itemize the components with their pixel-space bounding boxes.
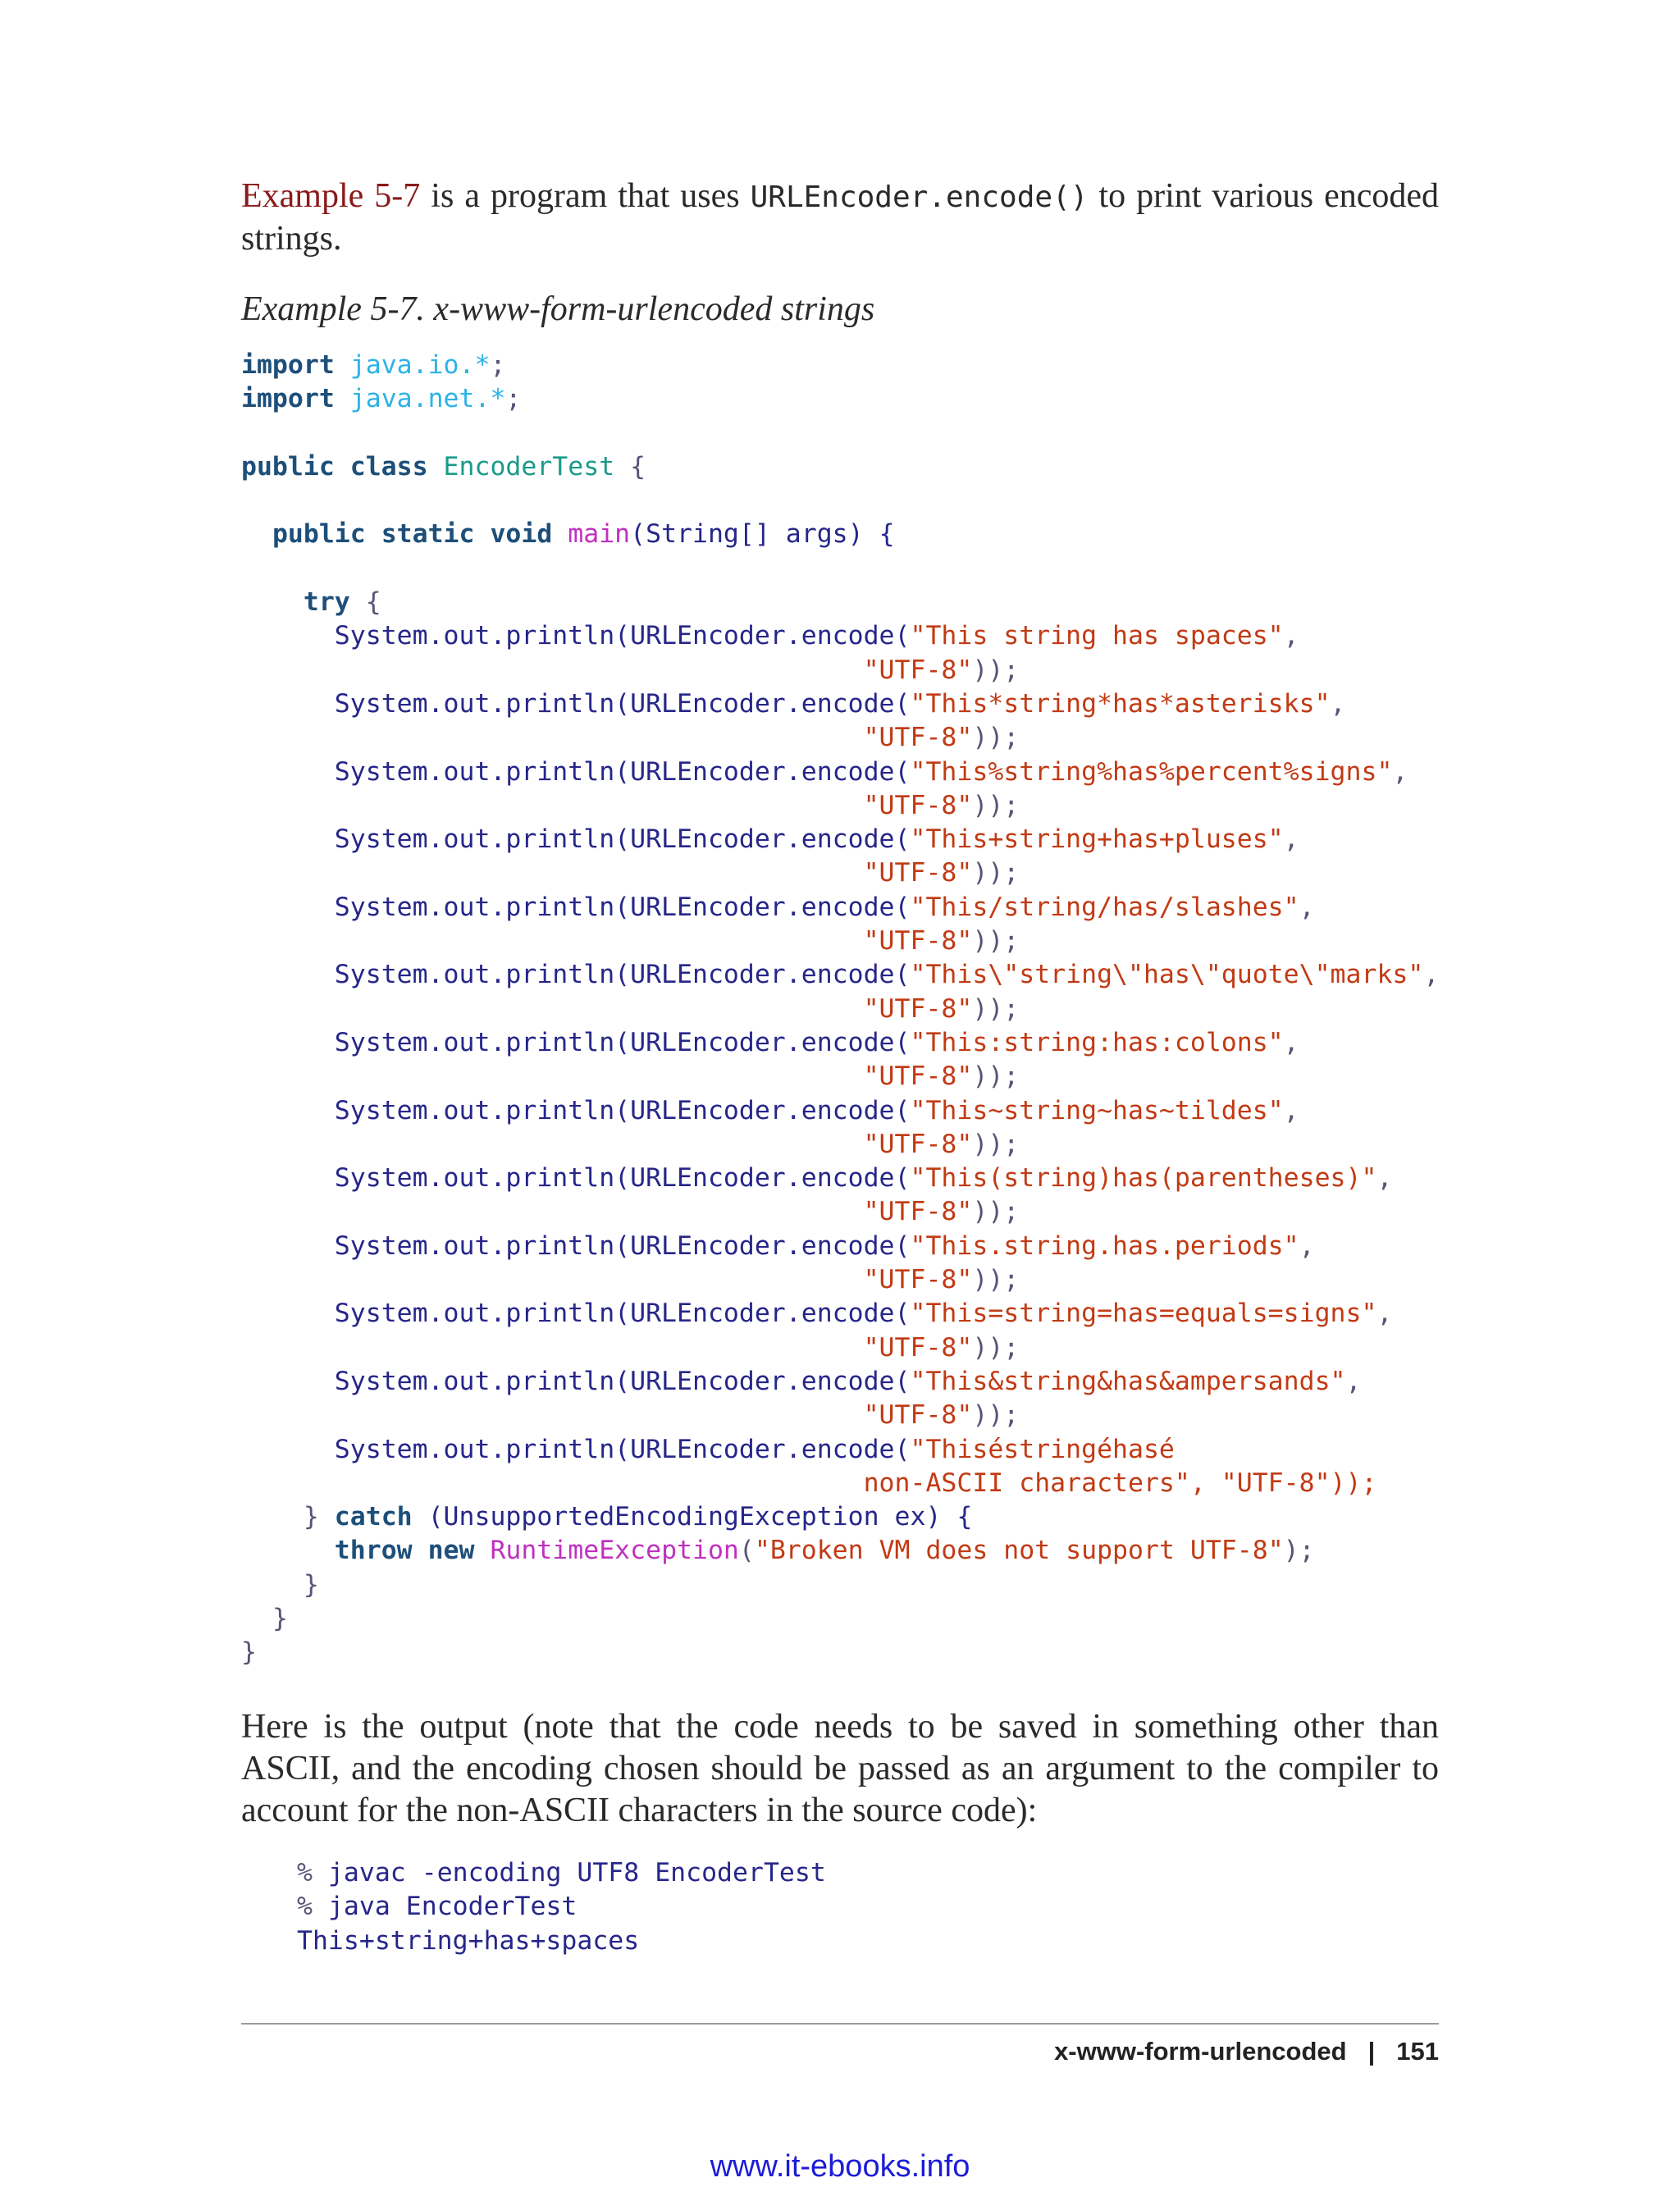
intro-text: is a program that uses	[420, 177, 751, 215]
footer-section-title: x-www-form-urlencoded	[1054, 2037, 1347, 2066]
output-paragraph: Here is the output (note that the code needs to be saved in something other than ASCII, and the encoding chosen should be passed as an argument to the compiler to account for the non-ASCII characters in the source code):	[241, 1708, 1439, 1829]
watermark-link[interactable]: www.it-ebooks.info	[710, 2149, 970, 2184]
inline-code: URLEncoder.encode()	[750, 180, 1089, 214]
footer-divider	[241, 2023, 1439, 2025]
footer-separator: |	[1367, 2037, 1376, 2066]
intro-text-end: to print various encoded strings.	[241, 177, 1440, 258]
example-link[interactable]: Example 5-7	[241, 177, 421, 215]
page-footer	[1054, 2033, 1439, 2070]
code-listing: import java.io.*; import java.net.*; public class EncoderTest { public static void main(String[] args) { try { System.out.println(URLEncoder.encode("This string has spaces", "UTF-8")); System.out.println(URLEncoder.encode("This*string*has*asterisks", "UTF-8")); System.out.println(URLEncoder.encode("This%string%has%percent%signs", "UTF-8")); System.out.println(URLEncoder.encode("This+string+has+pluses", "UTF-8")); System.out.println(URLEncoder.encode("This/string/has/slashes", "UTF-8")); System.out.println(URLEncoder.encode("This\"string\"has\"quote\"marks", "UTF-8")); System.out.println(URLEncoder.encode("This:string:has:colons", "UTF-8")); System.out.println(URLEncoder.encode("This~string~has~tildes", "UTF-8")); System.out.println(URLEncoder.encode("This(string)has(parentheses)", "UTF-8")); System.out.println(URLEncoder.encode("This.string.has.periods", "UTF-8")); System.out.println(URLEncoder.encode("This=string=has=equals=signs", "UTF-8")); System.out.println(URLEncoder.encode("This&string&has&ampersands", "UTF-8")); System.out.println(URLEncoder.encode("Thiséstringéhasé non-ASCII characters", "UTF-8")); } catch (UnsupportedEncodingException ex) { throw new RuntimeException("Broken VM does not support UTF-8"); } } }	[241, 350, 1440, 1668]
page-number: 151	[1396, 2037, 1439, 2066]
example-caption: Example 5-7. x-www-form-urlencoded strings	[241, 290, 875, 328]
terminal-output: % javac -encoding UTF8 EncoderTest % java EncoderTest This+string+has+spaces	[297, 1858, 826, 1956]
intro-paragraph	[241, 176, 1439, 260]
